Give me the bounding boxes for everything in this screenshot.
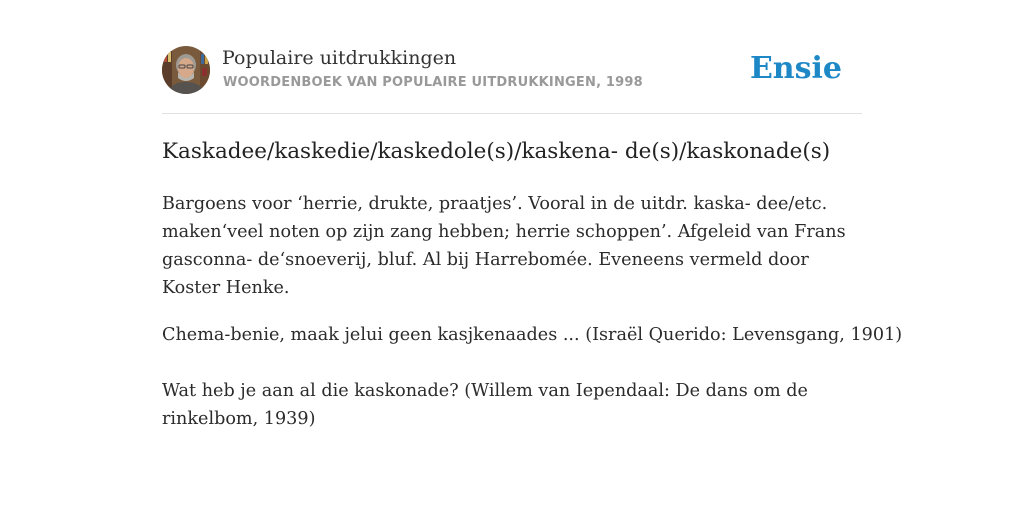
entry-paragraph-definition: Bargoens voor ‘herrie, drukte, praatjes’. Vooral in de uitdr. kaska- dee/etc. maken‘veel noten op zijn zang hebben; herrie schoppen’. Afgeleid van Frans gasconna- de‘snoeverij, bluf. Al bij Harrebomée. Eveneens vermeld door Koster Henke. xyxy=(162,194,846,298)
entry-title: Kaskadee/kaskedie/kaskedole(s)/kaskena- de(s)/kaskonade(s) xyxy=(162,139,831,164)
ensie-logo[interactable]: Ensie xyxy=(749,51,842,86)
entry-card xyxy=(162,46,903,429)
header-divider xyxy=(162,113,862,114)
entry-paragraph-quote-2: Wat heb je aan al die kaskonade? (Willem van Iependaal: De dans om de rinkelbom, 1939) xyxy=(162,381,808,429)
source-title[interactable]: Populaire uitdrukkingen xyxy=(222,47,457,69)
source-subtitle: WOORDENBOEK VAN POPULAIRE UITDRUKKINGEN, 1998 xyxy=(223,75,643,90)
author-portrait-icon xyxy=(162,46,210,94)
entry-paragraph-quote-1: Chema-benie, maak jelui geen kasjkenaades ... (Israël Querido: Levensgang, 1901) xyxy=(162,325,903,345)
source-header xyxy=(162,46,862,96)
author-avatar-icon[interactable] xyxy=(162,46,210,94)
